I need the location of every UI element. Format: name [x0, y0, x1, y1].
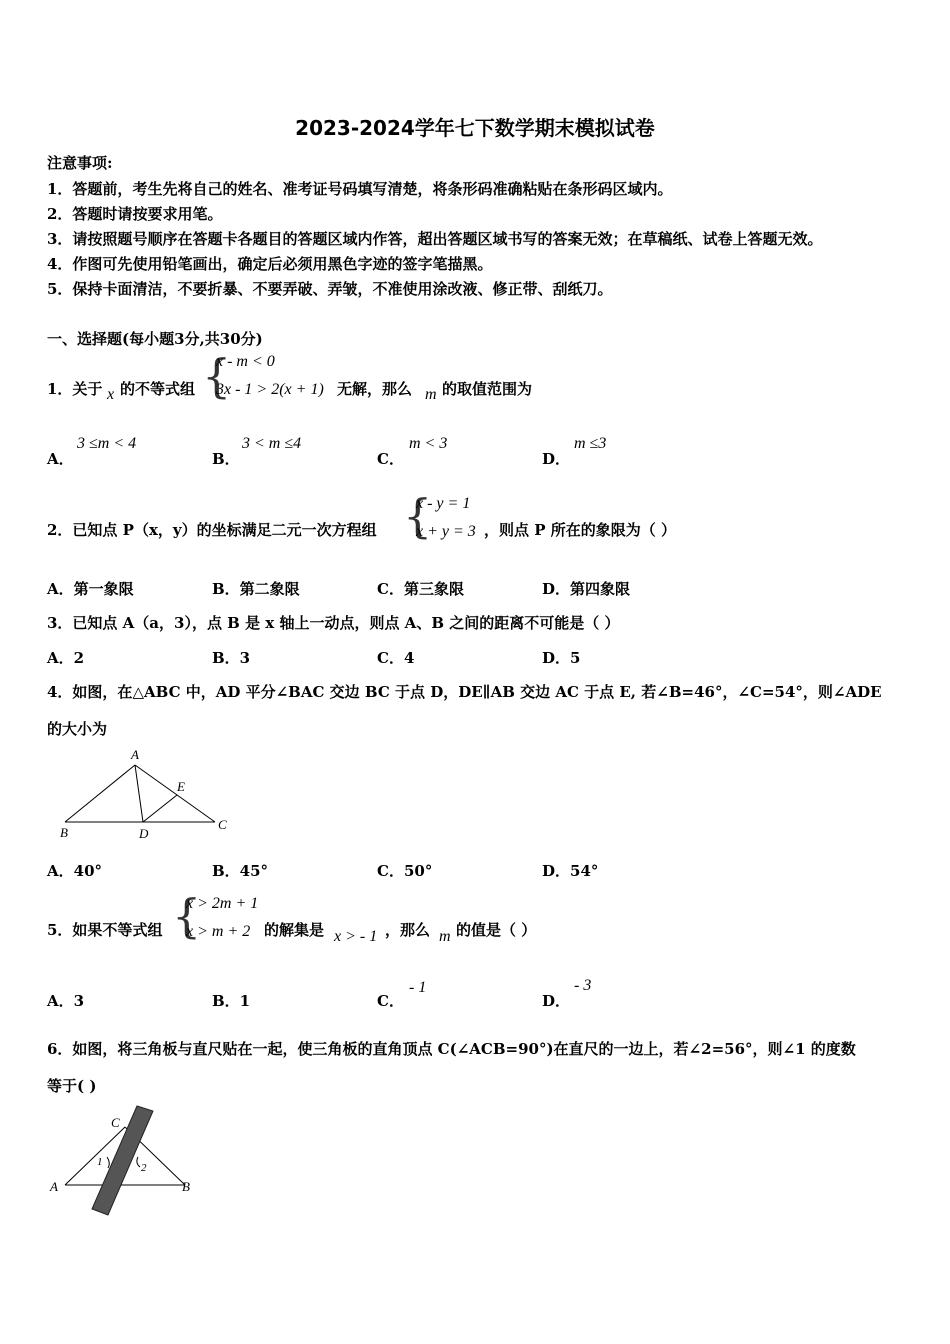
- q3-option-b[interactable]: B．3: [212, 649, 251, 667]
- label-angle-1: 1: [97, 1156, 103, 1168]
- q5-eq2: x > m + 2: [186, 923, 251, 940]
- q2-option-d[interactable]: D．第四象限: [542, 580, 631, 598]
- q1-pre: 1．关于: [47, 380, 103, 398]
- q2-option-c[interactable]: C．第三象限: [377, 580, 464, 598]
- q1-var-x: x: [107, 386, 115, 403]
- segment-ac: [135, 765, 215, 822]
- q1-mid: 的不等式组: [120, 380, 196, 398]
- q1-brace: {: [202, 349, 232, 403]
- label-b: B: [60, 825, 68, 840]
- q4-option-a[interactable]: A．40°: [47, 862, 103, 880]
- q4-option-b[interactable]: B．45°: [212, 862, 269, 880]
- segment-ad: [135, 765, 143, 822]
- label-e: E: [177, 779, 185, 794]
- q5-eq1: x > 2m + 1: [186, 895, 259, 912]
- q1-option-b-value: 3 < m ≤4: [242, 435, 302, 452]
- q5-option-c[interactable]: C．: [377, 992, 404, 1010]
- q1-option-d[interactable]: D．: [542, 450, 571, 468]
- q1-option-b[interactable]: B．: [212, 450, 240, 468]
- page-title: 2023-2024学年七下数学期末模拟试卷: [295, 116, 655, 140]
- q5-post: ，那么: [385, 921, 431, 939]
- q5-pre: 5．如果不等式组: [47, 921, 163, 939]
- q1-option-c[interactable]: C．: [377, 450, 404, 468]
- label-a: A: [131, 747, 139, 762]
- q4-option-c[interactable]: C．50°: [377, 862, 433, 880]
- q1-option-c-value: m < 3: [409, 435, 448, 452]
- q5-option-c-value: - 1: [409, 979, 427, 996]
- label-d: D: [139, 826, 149, 841]
- note-item: 4．作图可先使用铅笔画出，确定后必须用黑色字迹的签字笔描黑。: [47, 255, 493, 273]
- q1-option-a-value: 3 ≤m < 4: [77, 435, 137, 452]
- q5-option-d-value: - 3: [574, 977, 592, 994]
- label-c: C: [111, 1115, 120, 1130]
- q2-eq2: x + y = 3: [416, 523, 476, 540]
- label-b: B: [182, 1179, 190, 1194]
- note-item: 3．请按照题号顺序在答题卡各题目的答题区域内作答，超出答题区域书写的答案无效；在草稿纸、试卷上答题无效。: [47, 230, 823, 248]
- q2-option-b[interactable]: B．第二象限: [212, 580, 300, 598]
- note-item: 5．保持卡面清洁，不要折暴、不要弄破、弄皱，不准使用涂改液、修正带、刮纸刀。: [47, 280, 613, 298]
- q2-pre: 2．已知点 P（x，y）的坐标满足二元一次方程组: [47, 521, 377, 539]
- section-heading: 一、选择题(每小题3分,共30分): [47, 330, 263, 348]
- note-item: 2．答题时请按要求用笔。: [47, 205, 223, 223]
- q4-line2: 的大小为: [47, 720, 108, 738]
- q4-option-d[interactable]: D．54°: [542, 862, 599, 880]
- q1-eq1: x - m < 0: [216, 353, 275, 370]
- notes-header: 注意事项:: [47, 154, 113, 172]
- q4-triangle-figure: [55, 745, 245, 845]
- angle-1-arc: [107, 1157, 109, 1168]
- q3-option-a[interactable]: A．2: [47, 649, 85, 667]
- q1-post: 无解，那么: [337, 380, 413, 398]
- q5-end: 的值是（ ）: [456, 921, 537, 939]
- q1-eq2: 3x - 1 > 2(x + 1): [216, 381, 324, 398]
- q5-solution: x > - 1: [334, 928, 378, 945]
- q5-brace: {: [172, 889, 202, 943]
- q1-option-d-value: m ≤3: [574, 435, 607, 452]
- q3-option-d[interactable]: D．5: [542, 649, 581, 667]
- q4-line1: 4．如图，在△ABC 中，AD 平分∠BAC 交边 BC 于点 D，DE∥AB 交边 AC 于点 E, 若∠B=46°，∠C=54°，则∠ADE: [47, 683, 882, 701]
- q1-var-m: m: [425, 386, 437, 403]
- label-c: C: [218, 817, 227, 832]
- q5-mid: 的解集是: [264, 921, 325, 939]
- segment-de: [143, 795, 177, 822]
- q5-var-m: m: [439, 928, 451, 945]
- q5-option-b[interactable]: B．1: [212, 992, 251, 1010]
- q2-eq1: x - y = 1: [416, 495, 471, 512]
- label-a: A: [50, 1179, 58, 1194]
- q2-option-a[interactable]: A．第一象限: [47, 580, 134, 598]
- segment-ab: [65, 765, 135, 822]
- q6-ruler-triangle-figure: [45, 1105, 205, 1220]
- q1-option-a[interactable]: A．: [47, 450, 74, 468]
- q2-post: ，则点 P 所在的象限为（ ）: [484, 521, 676, 539]
- q6-line1: 6．如图，将三角板与直尺贴在一起，使三角板的直角顶点 C(∠ACB=90°)在直尺的一边上，若∠2=56°，则∠1 的度数: [47, 1040, 856, 1058]
- angle-2-arc: [137, 1157, 140, 1167]
- label-angle-2: 2: [141, 1162, 147, 1174]
- q1-end: 的取值范围为: [442, 380, 533, 398]
- note-item: 1．答题前，考生先将自己的姓名、准考证号码填写清楚，将条形码准确粘贴在条形码区域内。: [47, 180, 673, 198]
- q5-option-d[interactable]: D．: [542, 992, 571, 1010]
- q3-option-c[interactable]: C．4: [377, 649, 415, 667]
- q6-line2: 等于( ): [47, 1077, 97, 1095]
- q3-text: 3．已知点 A（a，3），点 B 是 x 轴上一动点，则点 A、B 之间的距离不可能是（ ）: [47, 614, 620, 632]
- q2-brace: {: [403, 489, 433, 543]
- q5-option-a[interactable]: A．3: [47, 992, 85, 1010]
